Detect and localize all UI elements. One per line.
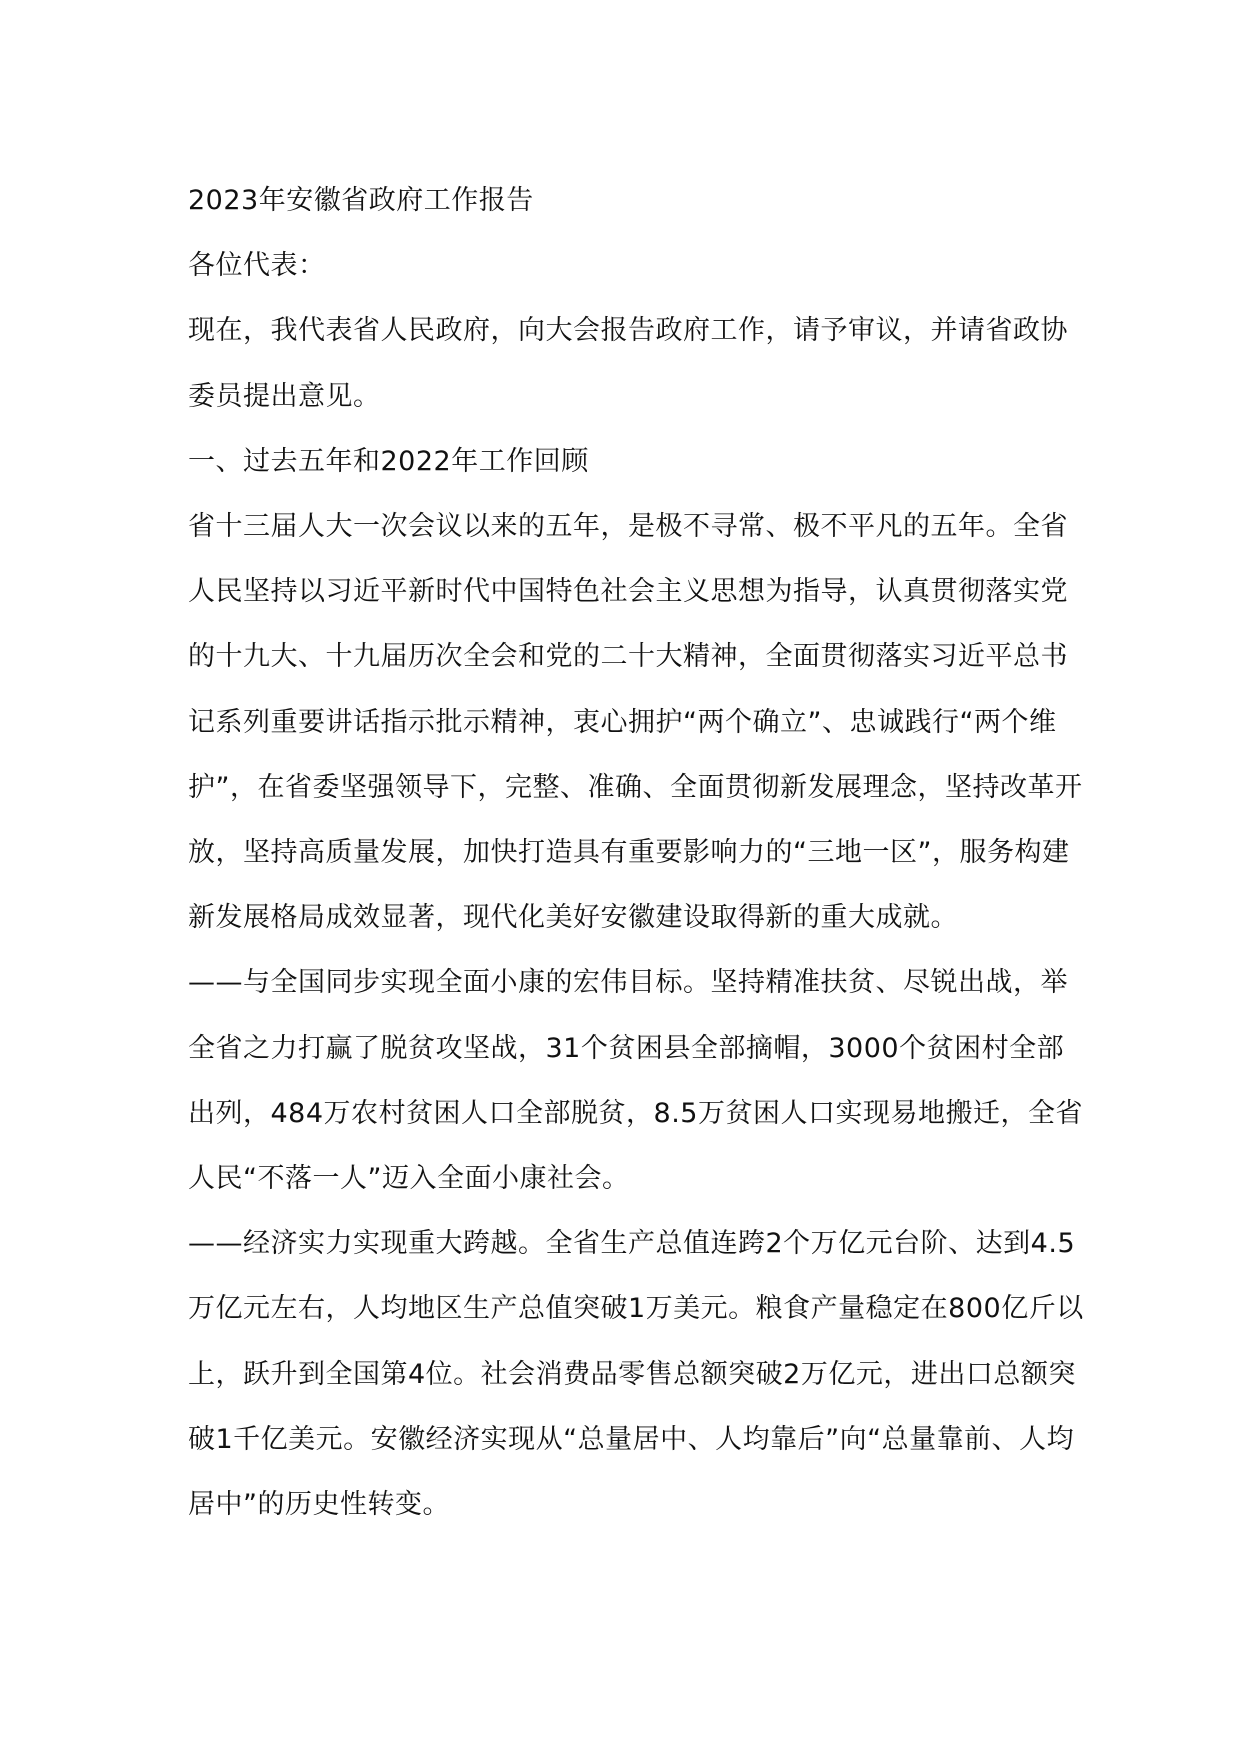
section-heading: 一、过去五年和2022年工作回顾 [188,445,589,477]
paragraph-economic-strength: ——经济实力实现重大跨越。全省生产总值连跨2个万亿元台阶、达到4.5万亿元左右，人均地区生产总值突破1万美元。粮食产量稳定在800亿斤以上，跃升到全国第4位。社会消费品零售总额突破2万亿元，进出口总额突破1千亿美元。安徽经济实现从“总量居中、人均靠后”向“总量靠前、人均居中”的历史性转变。 [188,1228,1084,1521]
document-title: 2023年安徽省政府工作报告 [188,185,534,216]
intro-paragraph: 现在，我代表省人民政府，向大会报告政府工作，请予审议，并请省政协委员提出意见。 [188,315,1068,412]
paragraph-review-summary: 省十三届人大一次会议以来的五年，是极不寻常、极不平凡的五年。全省人民坚持以习近平新时代中国特色社会主义思想为指导，认真贯彻落实党的十九大、十九届历次全会和党的二十大精神，全面贯彻落实习近平总书记系列重要讲话指示批示精神，衷心拥护“两个确立”、忠诚践行“两个维护”，在省委坚强领导下，完整、准确、全面贯彻新发展理念，坚持改革开放，坚持高质量发展，加快打造具有重要影响力的“三地一区”，服务构建新发展格局成效显著，现代化美好安徽建设取得新的重大成就。 [188,511,1083,934]
paragraph-poverty-alleviation: ——与全国同步实现全面小康的宏伟目标。坚持精准扶贫、尽锐出战，举全省之力打赢了脱贫攻坚战，31个贫困县全部摘帽，3000个贫困村全部出列，484万农村贫困人口全部脱贫，8.5万贫困人口实现易地搬迁，全省人民“不落一人”迈入全面小康社会。 [188,967,1083,1195]
document-body [188,168,1088,1537]
salutation: 各位代表： [188,250,326,282]
